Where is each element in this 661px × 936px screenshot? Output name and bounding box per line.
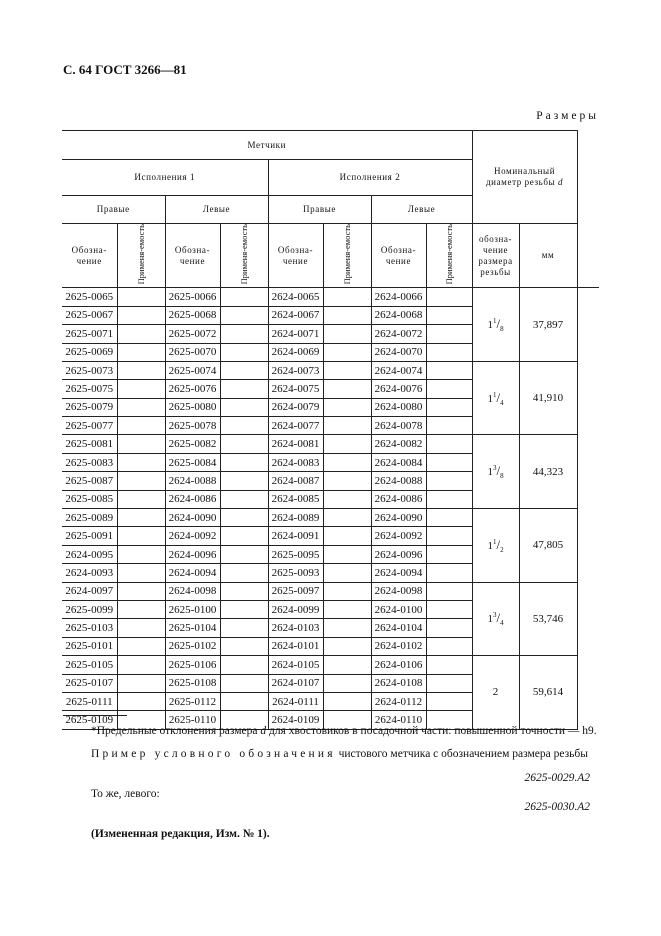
applicability-cell <box>426 325 472 343</box>
designation-cell: 2624-0096 <box>165 545 220 563</box>
table-row <box>62 288 599 306</box>
applicability-cell <box>323 619 371 637</box>
applicability-cell <box>426 601 472 619</box>
designation-cell: 2624-0067 <box>268 306 323 324</box>
designation-cell: 2625-0104 <box>165 619 220 637</box>
header-applicability: Применя-емость <box>426 224 472 288</box>
example-code-2: 2625-0030.А2 <box>524 801 590 813</box>
header-nominal-d: d <box>558 177 564 187</box>
applicability-cell <box>323 398 371 416</box>
example-text: Пример условного обозначения чистового метчика с обозначением размера резьбы <box>91 748 588 760</box>
applicability-cell <box>323 601 371 619</box>
designation-cell: 2624-0090 <box>165 509 220 527</box>
edition-note: (Измененная редакция, Изм. № 1). <box>91 828 270 840</box>
applicability-cell <box>426 472 472 490</box>
designation-cell: 2624-0090 <box>371 509 426 527</box>
applicability-cell <box>117 637 165 655</box>
designation-cell: 2625-0070 <box>165 343 220 361</box>
applicability-cell <box>220 472 268 490</box>
designation-cell: 2624-0074 <box>371 361 426 379</box>
applicability-cell <box>117 417 165 435</box>
applicability-cell <box>220 417 268 435</box>
applicability-cell <box>117 306 165 324</box>
applicability-cell <box>117 692 165 710</box>
header-designation: Обозна- чение <box>62 224 117 288</box>
designation-cell: 2624-0081 <box>268 435 323 453</box>
applicability-cell <box>323 435 371 453</box>
applicability-cell <box>220 545 268 563</box>
designation-cell: 2625-0071 <box>62 325 117 343</box>
applicability-cell <box>220 674 268 692</box>
designation-cell: 2624-0070 <box>371 343 426 361</box>
designation-cell: 2624-0093 <box>62 564 117 582</box>
applicability-cell <box>323 509 371 527</box>
applicability-cell <box>117 674 165 692</box>
page-header: С. 64 ГОСТ 3266—81 <box>63 62 187 77</box>
designation-cell: 2625-0110 <box>165 711 220 729</box>
designation-cell: 2624-0102 <box>371 637 426 655</box>
applicability-cell <box>426 435 472 453</box>
designation-cell: 2625-0079 <box>62 398 117 416</box>
applicability-cell <box>117 619 165 637</box>
applicability-cell <box>117 288 165 306</box>
table-row <box>62 361 599 379</box>
applicability-cell <box>323 545 371 563</box>
applicability-cell <box>220 619 268 637</box>
designation-cell: 2624-0094 <box>165 564 220 582</box>
thread-mm-cell: 53,746 <box>519 582 577 656</box>
applicability-cell <box>426 527 472 545</box>
designation-cell: 2624-0071 <box>268 325 323 343</box>
header-right-1: Правые <box>62 196 165 224</box>
designation-cell: 2625-0093 <box>268 564 323 582</box>
example-code-1: 2625-0029.А2 <box>524 772 590 784</box>
applicability-cell <box>426 656 472 674</box>
designation-cell: 2625-0103 <box>62 619 117 637</box>
designation-cell: 2625-0112 <box>165 692 220 710</box>
designation-cell: 2625-0080 <box>165 398 220 416</box>
applicability-cell <box>117 435 165 453</box>
designation-cell: 2625-0108 <box>165 674 220 692</box>
designation-cell: 2624-0110 <box>371 711 426 729</box>
applicability-cell <box>220 509 268 527</box>
designation-cell: 2624-0069 <box>268 343 323 361</box>
designation-cell: 2624-0073 <box>268 361 323 379</box>
applicability-cell <box>220 343 268 361</box>
applicability-cell <box>117 564 165 582</box>
applicability-cell <box>426 306 472 324</box>
sizes-label: Размеры <box>536 110 599 122</box>
header-designation: Обозна- чение <box>165 224 220 288</box>
table-row <box>62 582 599 600</box>
applicability-cell <box>426 692 472 710</box>
same-left-text: То же, левого: <box>91 788 160 800</box>
applicability-cell <box>117 582 165 600</box>
designation-cell: 2624-0066 <box>371 288 426 306</box>
header-left-1: Левые <box>165 196 268 224</box>
designation-cell: 2624-0094 <box>371 564 426 582</box>
designation-cell: 2624-0068 <box>371 306 426 324</box>
designation-cell: 2624-0099 <box>268 601 323 619</box>
designation-cell: 2625-0067 <box>62 306 117 324</box>
designation-cell: 2624-0112 <box>371 692 426 710</box>
applicability-cell <box>220 380 268 398</box>
designation-cell: 2625-0073 <box>62 361 117 379</box>
designation-cell: 2625-0085 <box>62 490 117 508</box>
applicability-cell <box>323 582 371 600</box>
applicability-cell <box>220 435 268 453</box>
footnote-rule <box>63 715 127 716</box>
designation-cell: 2625-0097 <box>268 582 323 600</box>
applicability-cell <box>323 656 371 674</box>
designation-cell: 2624-0108 <box>371 674 426 692</box>
designation-cell: 2625-0078 <box>165 417 220 435</box>
applicability-cell <box>426 380 472 398</box>
designation-cell: 2625-0102 <box>165 637 220 655</box>
designation-cell: 2624-0086 <box>371 490 426 508</box>
designation-cell: 2624-0082 <box>371 435 426 453</box>
applicability-cell <box>323 361 371 379</box>
header-version-1: Исполнения 1 <box>62 160 268 196</box>
designation-cell: 2625-0083 <box>62 453 117 471</box>
designation-cell: 2624-0080 <box>371 398 426 416</box>
designation-cell: 2624-0105 <box>268 656 323 674</box>
designation-cell: 2625-0089 <box>62 509 117 527</box>
applicability-cell <box>117 453 165 471</box>
applicability-cell <box>220 361 268 379</box>
applicability-cell <box>323 674 371 692</box>
header-applicability: Применя-емость <box>323 224 371 288</box>
header-thread-designation: обозна- чение размера резьбы <box>472 224 519 288</box>
applicability-cell <box>323 692 371 710</box>
designation-cell: 2624-0085 <box>268 490 323 508</box>
designation-cell: 2625-0069 <box>62 343 117 361</box>
applicability-cell <box>426 490 472 508</box>
header-applicability: Применя-емость <box>220 224 268 288</box>
applicability-cell <box>323 564 371 582</box>
designation-cell: 2625-0107 <box>62 674 117 692</box>
thread-size-cell: $1^1/_4$ <box>472 361 519 435</box>
designation-cell: 2625-0066 <box>165 288 220 306</box>
header-designation: Обозна- чение <box>371 224 426 288</box>
designation-cell: 2624-0079 <box>268 398 323 416</box>
designation-cell: 2624-0088 <box>165 472 220 490</box>
applicability-cell <box>426 619 472 637</box>
header-nominal-line2: диаметр резьбы <box>485 177 556 187</box>
designation-cell: 2625-0072 <box>165 325 220 343</box>
applicability-cell <box>323 343 371 361</box>
thread-size-cell: 2 <box>472 656 519 730</box>
applicability-cell <box>323 453 371 471</box>
designation-cell: 2625-0068 <box>165 306 220 324</box>
applicability-cell <box>426 582 472 600</box>
applicability-cell <box>426 398 472 416</box>
designation-cell: 2624-0078 <box>371 417 426 435</box>
applicability-cell <box>117 472 165 490</box>
applicability-cell <box>426 361 472 379</box>
designation-cell: 2624-0106 <box>371 656 426 674</box>
applicability-cell <box>220 288 268 306</box>
applicability-cell <box>426 564 472 582</box>
header-taps: Метчики <box>62 131 472 160</box>
designation-cell: 2625-0075 <box>62 380 117 398</box>
applicability-cell <box>220 601 268 619</box>
designation-cell: 2625-0065 <box>62 288 117 306</box>
applicability-cell <box>220 306 268 324</box>
designation-cell: 2625-0105 <box>62 656 117 674</box>
applicability-cell <box>117 343 165 361</box>
header-designation: Обозна- чение <box>268 224 323 288</box>
designation-cell: 2624-0083 <box>268 453 323 471</box>
applicability-cell <box>323 325 371 343</box>
applicability-cell <box>426 674 472 692</box>
thread-size-cell: $1^3/_8$ <box>472 435 519 509</box>
designation-cell: 2624-0098 <box>371 582 426 600</box>
applicability-cell <box>117 490 165 508</box>
applicability-cell <box>323 490 371 508</box>
designation-cell: 2625-0077 <box>62 417 117 435</box>
designation-cell: 2624-0092 <box>371 527 426 545</box>
designation-cell: 2625-0074 <box>165 361 220 379</box>
designation-cell: 2624-0111 <box>268 692 323 710</box>
thread-size-cell: $1^1/_2$ <box>472 509 519 583</box>
applicability-cell <box>117 325 165 343</box>
applicability-cell <box>426 453 472 471</box>
thread-size-cell: $1^3/_4$ <box>472 582 519 656</box>
designation-cell: 2625-0106 <box>165 656 220 674</box>
designation-cell: 2625-0109 <box>62 711 117 729</box>
applicability-cell <box>323 306 371 324</box>
applicability-cell <box>220 564 268 582</box>
designation-cell: 2625-0091 <box>62 527 117 545</box>
designation-cell: 2624-0092 <box>165 527 220 545</box>
applicability-cell <box>220 582 268 600</box>
designation-cell: 2625-0099 <box>62 601 117 619</box>
applicability-cell <box>220 656 268 674</box>
thread-mm-cell: 47,805 <box>519 509 577 583</box>
designation-cell: 2625-0087 <box>62 472 117 490</box>
applicability-cell <box>220 325 268 343</box>
designation-cell: 2625-0081 <box>62 435 117 453</box>
applicability-cell <box>117 398 165 416</box>
table-row <box>62 509 599 527</box>
applicability-cell <box>323 288 371 306</box>
applicability-cell <box>117 380 165 398</box>
designation-cell: 2625-0095 <box>268 545 323 563</box>
applicability-cell <box>117 601 165 619</box>
thread-mm-cell: 59,614 <box>519 656 577 730</box>
applicability-cell <box>323 637 371 655</box>
designation-cell: 2624-0088 <box>371 472 426 490</box>
applicability-cell <box>117 545 165 563</box>
applicability-cell <box>323 380 371 398</box>
designation-cell: 2624-0084 <box>371 453 426 471</box>
designation-cell: 2624-0098 <box>165 582 220 600</box>
header-mm: мм <box>519 224 577 288</box>
designation-cell: 2624-0097 <box>62 582 117 600</box>
thread-size-cell: $1^1/_8$ <box>472 288 519 362</box>
thread-mm-cell: 37,897 <box>519 288 577 362</box>
applicability-cell <box>426 509 472 527</box>
designation-cell: 2625-0076 <box>165 380 220 398</box>
applicability-cell <box>426 545 472 563</box>
designation-cell: 2624-0107 <box>268 674 323 692</box>
taps-table <box>62 130 599 730</box>
table-row <box>62 656 599 674</box>
applicability-cell <box>117 527 165 545</box>
header-applicability: Применя-емость <box>117 224 165 288</box>
applicability-cell <box>323 417 371 435</box>
applicability-cell <box>220 490 268 508</box>
header-left-2: Левые <box>371 196 472 224</box>
applicability-cell <box>426 288 472 306</box>
applicability-cell <box>426 637 472 655</box>
designation-cell: 2625-0082 <box>165 435 220 453</box>
applicability-cell <box>220 398 268 416</box>
designation-cell: 2624-0096 <box>371 545 426 563</box>
designation-cell: 2624-0075 <box>268 380 323 398</box>
applicability-cell <box>220 453 268 471</box>
applicability-cell <box>323 527 371 545</box>
thread-mm-cell: 41,910 <box>519 361 577 435</box>
thread-mm-cell: 44,323 <box>519 435 577 509</box>
applicability-cell <box>323 472 371 490</box>
designation-cell: 2624-0076 <box>371 380 426 398</box>
footnote: *Предельные отклонения размера d для хвостовиков в посадочной части: повышенной точности — h9. <box>91 725 597 737</box>
designation-cell: 2624-0089 <box>268 509 323 527</box>
designation-cell: 2624-0109 <box>268 711 323 729</box>
designation-cell: 2625-0100 <box>165 601 220 619</box>
designation-cell: 2624-0103 <box>268 619 323 637</box>
applicability-cell <box>220 637 268 655</box>
designation-cell: 2625-0084 <box>165 453 220 471</box>
designation-cell: 2624-0100 <box>371 601 426 619</box>
table-row <box>62 435 599 453</box>
designation-cell: 2624-0072 <box>371 325 426 343</box>
designation-cell: 2624-0065 <box>268 288 323 306</box>
header-version-2: Исполнения 2 <box>268 160 472 196</box>
applicability-cell <box>220 692 268 710</box>
applicability-cell <box>426 343 472 361</box>
header-nominal-line1: Номинальный <box>494 166 556 176</box>
designation-cell: 2624-0091 <box>268 527 323 545</box>
designation-cell: 2625-0101 <box>62 637 117 655</box>
header-right-2: Правые <box>268 196 371 224</box>
designation-cell: 2624-0104 <box>371 619 426 637</box>
designation-cell: 2625-0111 <box>62 692 117 710</box>
applicability-cell <box>426 417 472 435</box>
applicability-cell <box>220 527 268 545</box>
designation-cell: 2624-0095 <box>62 545 117 563</box>
designation-cell: 2624-0087 <box>268 472 323 490</box>
header-nominal-diameter <box>472 131 577 224</box>
applicability-cell <box>117 656 165 674</box>
designation-cell: 2624-0086 <box>165 490 220 508</box>
applicability-cell <box>117 361 165 379</box>
designation-cell: 2624-0077 <box>268 417 323 435</box>
designation-cell: 2624-0101 <box>268 637 323 655</box>
applicability-cell <box>117 509 165 527</box>
